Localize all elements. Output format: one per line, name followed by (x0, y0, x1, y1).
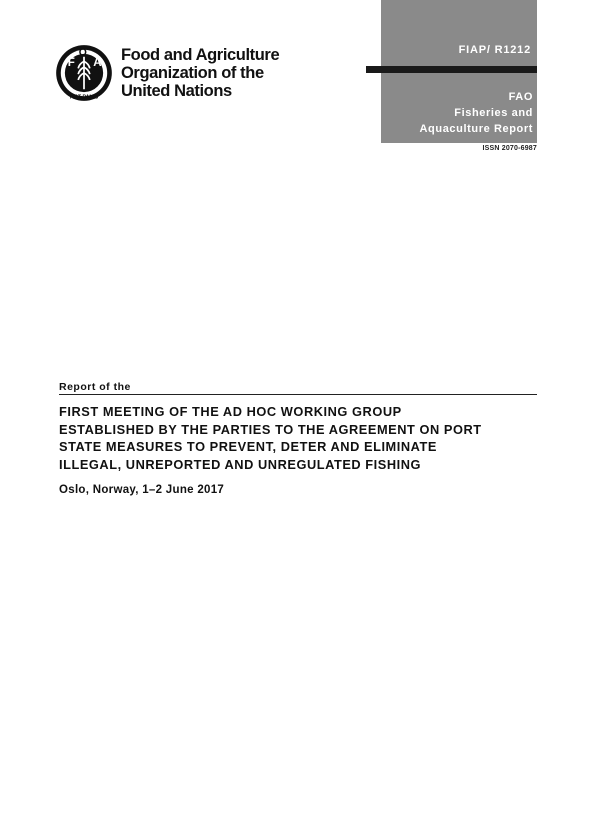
series-name-line: Aquaculture Report (419, 123, 533, 135)
organization-name-line: United Nations (121, 82, 232, 100)
organization-name-line: Organization of the (121, 64, 264, 82)
report-title (59, 403, 539, 473)
meeting-location-date: Oslo, Norway, 1–2 June 2017 (59, 484, 225, 496)
series-name (420, 89, 533, 137)
report-code: FIAP/ R1212 (458, 44, 531, 56)
organization-name (121, 46, 279, 100)
report-title-line: ESTABLISHED BY THE PARTIES TO THE AGREEMENT ON PORT (59, 421, 482, 437)
title-rule (59, 394, 537, 395)
logo-letter-f: F (67, 56, 75, 70)
issn-number: ISSN 2070-6987 (482, 145, 537, 152)
report-title-line: ILLEGAL, UNREPORTED AND UNREGULATED FISHING (59, 456, 422, 472)
logo-letter-a: A (93, 56, 102, 70)
series-name-line: FAO (508, 91, 533, 103)
organization-name-line: Food and Agriculture (121, 46, 280, 64)
report-label: Report of the (59, 381, 131, 393)
report-title-line: STATE MEASURES TO PREVENT, DETER AND ELIMINATE (59, 439, 437, 455)
fao-logo-block (55, 44, 279, 102)
fao-emblem-logo (55, 44, 113, 102)
logo-motto: FIAT PANIS (69, 94, 99, 101)
series-name-line: Fisheries and (454, 107, 533, 119)
logo-letter-o: O (78, 47, 87, 59)
series-divider-bar (366, 66, 537, 73)
report-title-line: FIRST MEETING OF THE AD HOC WORKING GROUP (59, 404, 402, 419)
